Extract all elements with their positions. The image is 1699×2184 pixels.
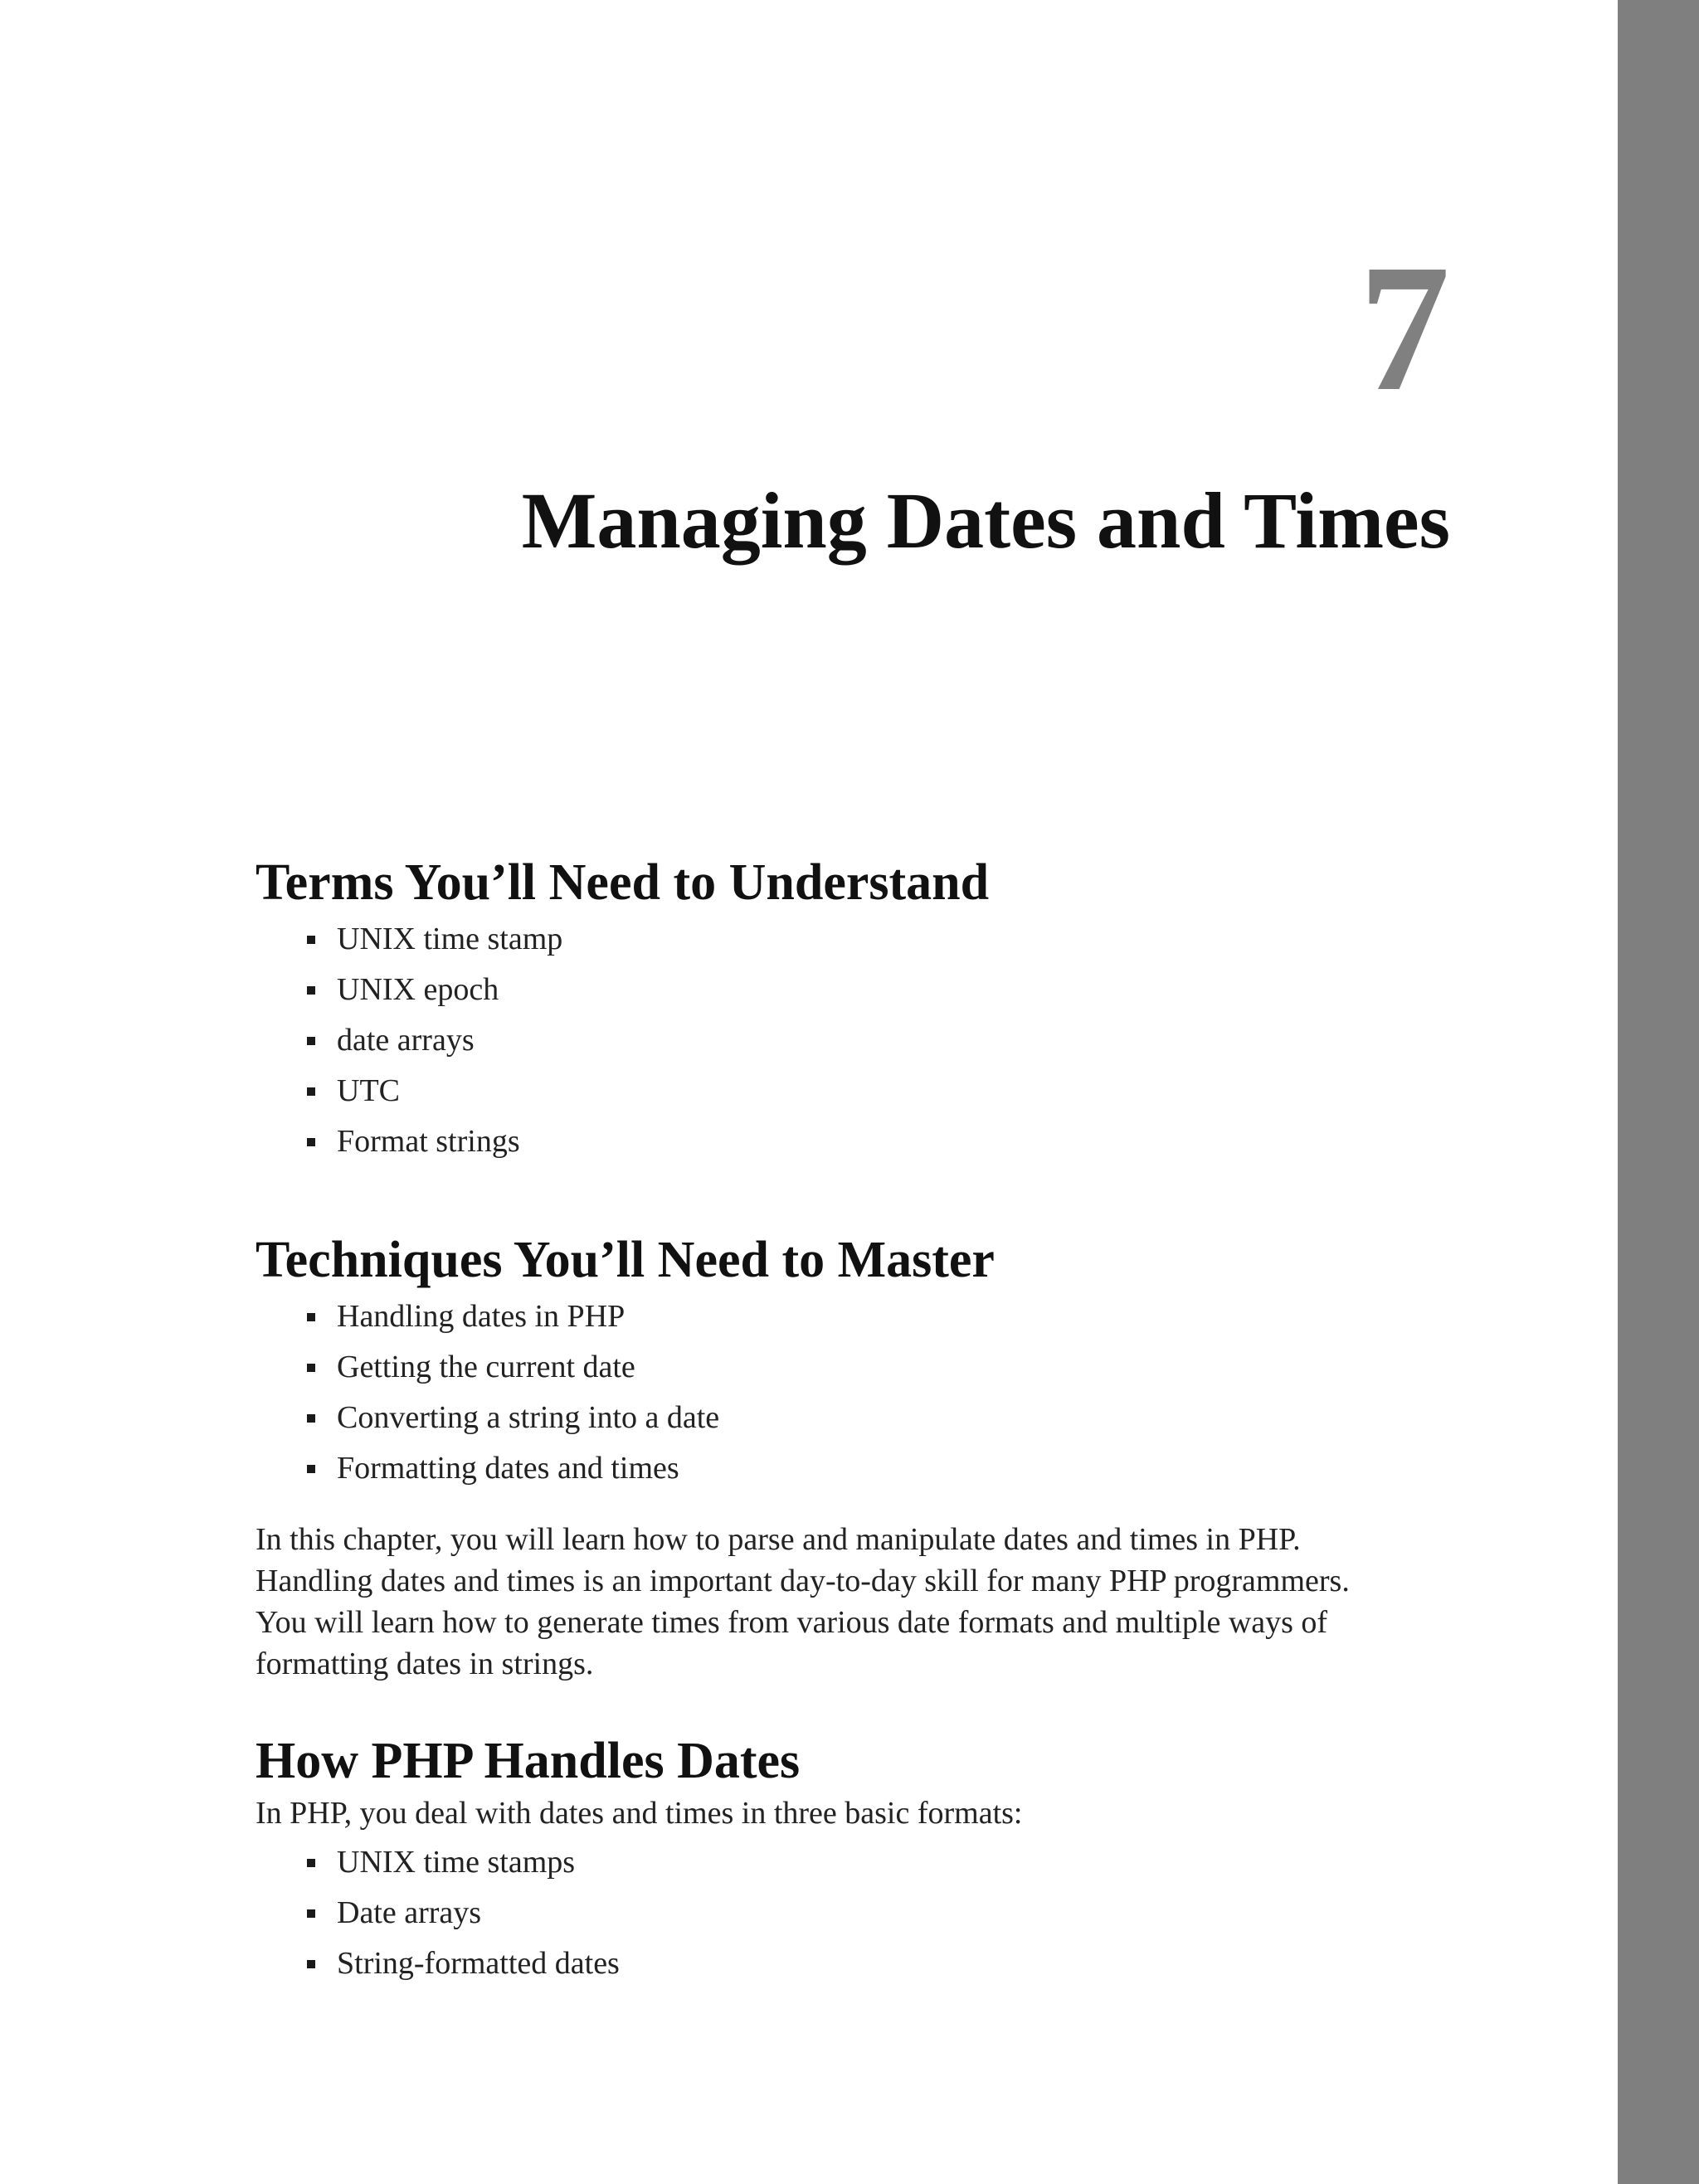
spacer <box>256 1685 1450 1729</box>
bullet-icon <box>307 1313 315 1321</box>
list-item-text: UTC <box>337 1073 400 1108</box>
bullet-icon <box>307 1414 315 1423</box>
chapter-number: 7 <box>1359 226 1450 429</box>
php-dates-heading: How PHP Handles Dates <box>256 1733 801 1789</box>
list-item <box>337 1066 1450 1116</box>
bullet-icon <box>307 1909 315 1918</box>
techniques-heading: Techniques You’ll Need to Master <box>256 1232 995 1288</box>
list-item-text: String-formatted dates <box>337 1946 620 1981</box>
list-item <box>337 1393 1450 1443</box>
list-item-text: date arrays <box>337 1023 475 1058</box>
intro-line: In this chapter, you will learn how to parse and manipulate dates and times in PHP. <box>256 1522 1301 1557</box>
list-item-text: UNIX time stamps <box>337 1845 576 1880</box>
bullet-icon <box>307 1087 315 1096</box>
intro-line: You will learn how to generate times from various date formats and multiple ways of <box>256 1605 1328 1640</box>
list-item-text: Format strings <box>337 1124 520 1159</box>
list-item-text: Getting the current date <box>337 1350 635 1384</box>
list-item-text: UNIX time stamp <box>337 922 563 956</box>
terms-list <box>256 914 1450 1167</box>
list-item <box>337 1291 1450 1342</box>
list-item <box>337 1443 1450 1494</box>
chapter-title: Managing Dates and Times <box>521 476 1450 565</box>
bullet-icon <box>307 936 315 944</box>
list-item <box>337 1888 1450 1938</box>
list-item-text: Handling dates in PHP <box>337 1299 626 1334</box>
list-item <box>337 1116 1450 1167</box>
bullet-icon <box>307 1364 315 1372</box>
list-item-text: Converting a string into a date <box>337 1400 720 1435</box>
list-item-text: Date arrays <box>337 1895 482 1930</box>
list-item <box>337 1015 1450 1066</box>
intro-paragraph <box>256 1519 1450 1685</box>
terms-heading: Terms You’ll Need to Understand <box>256 854 990 911</box>
list-item-text: Formatting dates and times <box>337 1451 679 1486</box>
page-content <box>256 851 1450 1989</box>
intro-line: formatting dates in strings. <box>256 1647 594 1681</box>
spacer <box>256 1494 1450 1519</box>
php-dates-list <box>256 1837 1450 1989</box>
list-item-text: UNIX epoch <box>337 972 499 1007</box>
techniques-list <box>256 1291 1450 1494</box>
spacer <box>256 1167 1450 1228</box>
bullet-icon <box>307 1037 315 1045</box>
bullet-icon <box>307 1859 315 1867</box>
intro-line: Handling dates and times is an important day-to-day skill for many PHP programmers. <box>256 1564 1350 1598</box>
bullet-icon <box>307 1960 315 1968</box>
list-item <box>337 965 1450 1015</box>
list-item <box>337 1342 1450 1393</box>
bullet-icon <box>307 1465 315 1473</box>
bullet-icon <box>307 986 315 995</box>
list-item <box>337 1837 1450 1888</box>
php-dates-intro: In PHP, you deal with dates and times in three basic formats: <box>256 1796 1023 1831</box>
bullet-icon <box>307 1138 315 1146</box>
side-thumb-tab <box>1618 0 1699 2184</box>
list-item <box>337 1938 1450 1989</box>
list-item <box>337 914 1450 965</box>
